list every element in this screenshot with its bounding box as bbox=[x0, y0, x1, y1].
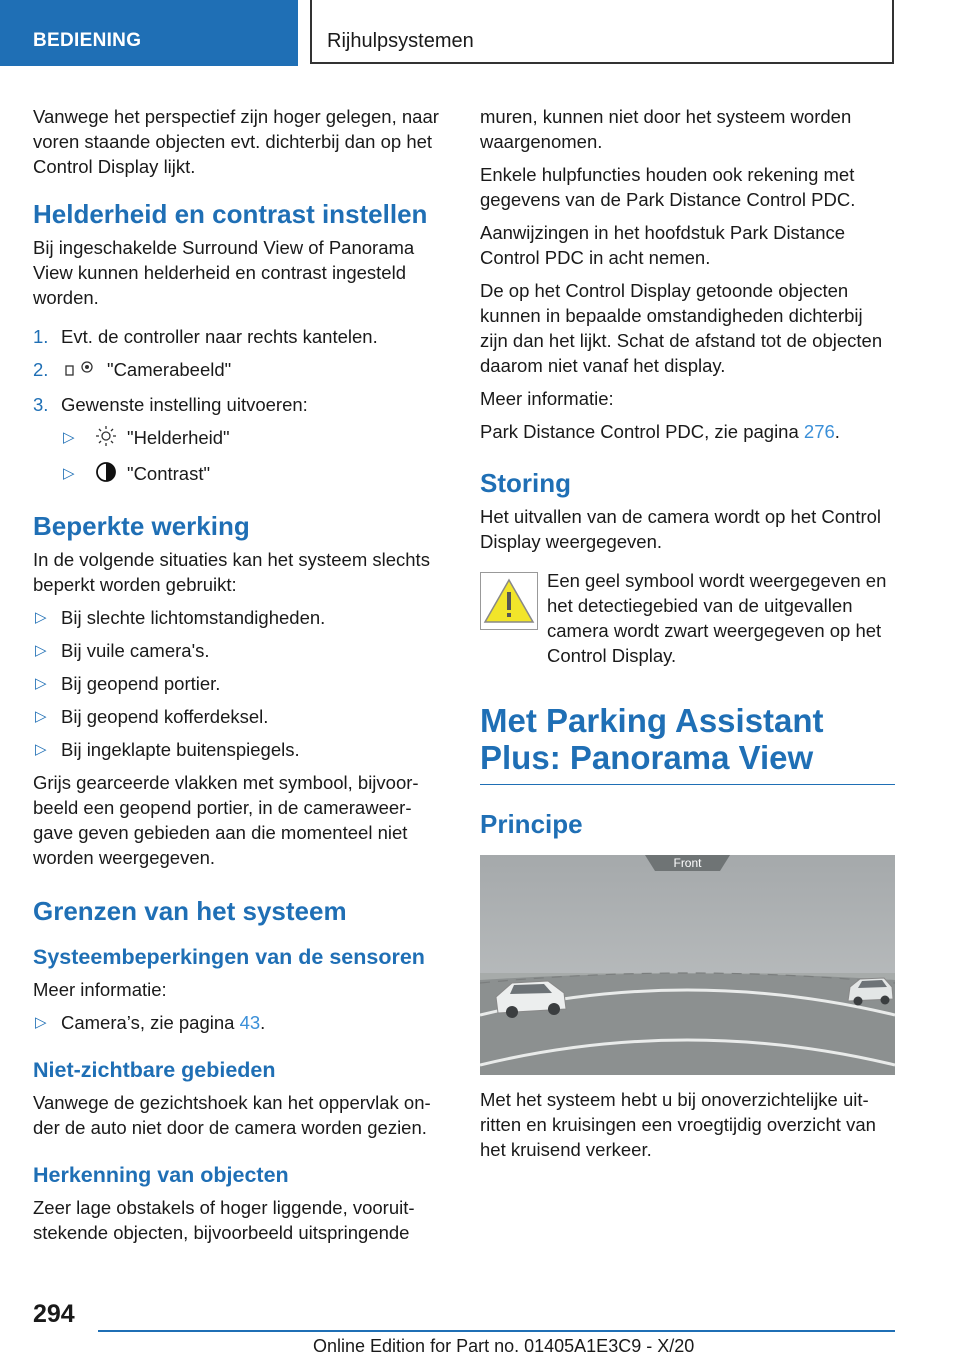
warning-note bbox=[480, 568, 895, 668]
step-text: "Camerabeeld" bbox=[107, 359, 232, 380]
grey-areas-paragraph: Grijs gearceerde vlakken met symbool, bijvoor-beeld een geopend portier, in de cameraweer-gave geven gebieden aan die momenteel niet worden weergegeven. bbox=[33, 772, 419, 869]
edition-note: Online Edition for Part no. 01405A1E3C9 - X/20 bbox=[313, 1336, 695, 1356]
heading-invisible-areas: Niet-zichtbare gebieden bbox=[33, 1058, 276, 1083]
right-column bbox=[480, 104, 895, 1170]
heading-fault: Storing bbox=[480, 468, 571, 498]
list-item bbox=[33, 737, 443, 762]
intro-paragraph: Vanwege het perspectief zijn hoger gelegen, naar voren staande objecten evt. dichterbij dan op het Control Display lijkt. bbox=[33, 106, 439, 177]
triangle-bullet-icon: ▷ bbox=[63, 465, 75, 483]
camera-reference bbox=[33, 1010, 443, 1035]
section-title: Rijhulpsystemen bbox=[327, 30, 474, 52]
triangle-bullet-icon: ▷ bbox=[35, 675, 47, 693]
warning-icon bbox=[480, 572, 538, 630]
principle-paragraph: Met het systeem hebt u bij onoverzichtelijke uit-ritten en kruisingen een vroegtijdig overzicht van het kruisend verkeer. bbox=[480, 1089, 876, 1160]
step-text: Evt. de controller naar rechts kantelen. bbox=[61, 326, 378, 347]
heading-divider bbox=[480, 784, 895, 785]
list-item-text: Bij geopend kofferdeksel. bbox=[61, 706, 269, 728]
triangle-bullet-icon: ▷ bbox=[35, 1014, 47, 1032]
panorama-view-image bbox=[480, 855, 895, 1075]
continued-paragraph: muren, kunnen niet door het systeem worden waargenomen. bbox=[480, 106, 852, 152]
list-item bbox=[33, 605, 443, 630]
fault-paragraph: Het uitvallen van de camera wordt op het Control Display weergegeven. bbox=[480, 506, 882, 552]
list-item bbox=[33, 638, 443, 663]
list-item-text: Bij ingeklapte buitenspiegels. bbox=[61, 739, 300, 761]
list-item bbox=[33, 704, 443, 729]
step-text: Gewenste instelling uitvoeren: bbox=[61, 394, 308, 416]
page-link-276[interactable]: 276 bbox=[803, 421, 835, 442]
brightness-paragraph: Bij ingeschakelde Surround View of Panorama View kunnen helderheid en contrast ingesteld worden. bbox=[33, 237, 415, 308]
camera-view-icon bbox=[65, 358, 97, 384]
step-3 bbox=[33, 392, 443, 417]
heading-sensor-limits: Systeembeperkingen van de sensoren bbox=[33, 945, 425, 970]
reference-dot: . bbox=[834, 421, 840, 442]
more-info-label: Meer informatie: bbox=[480, 388, 614, 409]
pdc-paragraph: Enkele hulpfuncties houden ook rekening met gegevens van de Park Distance Control PDC. bbox=[480, 164, 856, 210]
section-header bbox=[310, 0, 894, 64]
heading-object-detection: Herkenning van objecten bbox=[33, 1163, 289, 1188]
step-number: 1. bbox=[33, 326, 49, 347]
list-item bbox=[33, 671, 443, 696]
heading-principle: Principe bbox=[480, 809, 583, 839]
brightness-icon bbox=[95, 425, 117, 453]
heading-panorama-view: Met Parking Assistant Plus: Panorama View bbox=[480, 702, 824, 776]
list-item-text: Bij vuile camera's. bbox=[61, 640, 210, 662]
chapter-title: BEDIENING bbox=[33, 30, 142, 51]
objects-paragraph: De op het Control Display getoonde objecten kunnen in bepaalde omstandigheden dichterbij zijn dan het lijkt. Schat de afstand tot de objecten daarom niet vanaf het display. bbox=[480, 280, 883, 376]
limited-paragraph: In de volgende situaties kan het systeem slechts beperkt worden gebruikt: bbox=[33, 549, 430, 596]
heading-system-limits: Grenzen van het systeem bbox=[33, 896, 347, 927]
left-column bbox=[33, 104, 443, 1253]
footer-divider bbox=[98, 1330, 895, 1332]
triangle-bullet-icon: ▷ bbox=[35, 708, 47, 726]
step-number: 3. bbox=[33, 394, 49, 416]
detect-paragraph: Zeer lage obstakels of hoger liggende, vooruit-stekende objecten, bijvoorbeeld uitspringende bbox=[33, 1197, 415, 1244]
step-number: 2. bbox=[33, 359, 49, 380]
step-1 bbox=[33, 324, 443, 349]
sub-item-text: "Contrast" bbox=[127, 463, 211, 485]
heading-brightness: Helderheid en contrast instellen bbox=[33, 199, 428, 229]
reference-text: Park Distance Control PDC, zie pagina bbox=[480, 421, 804, 442]
contrast-icon bbox=[95, 461, 117, 489]
reference-text: Camera’s, zie pagina bbox=[61, 1012, 240, 1034]
sub-item-text: "Helderheid" bbox=[127, 427, 230, 449]
triangle-bullet-icon: ▷ bbox=[63, 429, 75, 447]
pdc-reference bbox=[480, 419, 895, 444]
triangle-bullet-icon: ▷ bbox=[35, 609, 47, 627]
list-item-text: Bij geopend portier. bbox=[61, 673, 221, 695]
more-info-label: Meer informatie: bbox=[33, 979, 167, 1001]
page-number: 294 bbox=[33, 1300, 75, 1328]
chapter-tab bbox=[0, 0, 298, 66]
heading-limited: Beperkte werking bbox=[33, 511, 250, 542]
reference-dot: . bbox=[260, 1012, 266, 1034]
triangle-bullet-icon: ▷ bbox=[35, 642, 47, 660]
pdc-note: Aanwijzingen in het hoofdstuk Park Distance Control PDC in acht nemen. bbox=[480, 222, 846, 268]
sub-item-contrast bbox=[33, 461, 443, 489]
list-item-text: Bij slechte lichtomstandigheden. bbox=[61, 607, 326, 629]
sub-item-brightness bbox=[33, 425, 443, 453]
triangle-bullet-icon: ▷ bbox=[35, 741, 47, 759]
invisible-paragraph: Vanwege de gezichtshoek kan het oppervlak on-der de auto niet door de camera worden gezien. bbox=[33, 1092, 431, 1139]
warning-text: Een geel symbool wordt weergegeven en het detectiegebied van de uitgevallen camera wordt zwart weergegeven op het Control Display. bbox=[547, 570, 887, 666]
step-2 bbox=[33, 357, 443, 384]
front-label: Front bbox=[673, 856, 702, 870]
page-link-43[interactable]: 43 bbox=[239, 1012, 261, 1034]
